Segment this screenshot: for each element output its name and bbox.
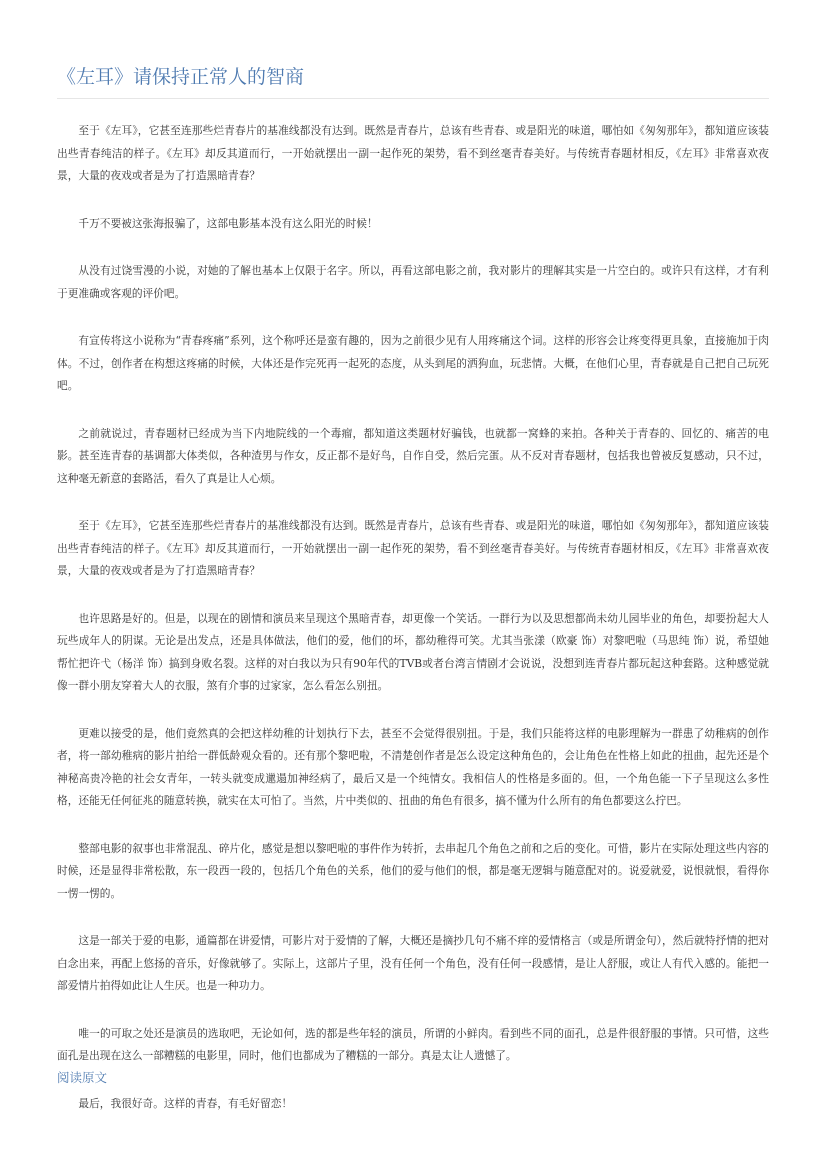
title-divider [57, 98, 769, 99]
paragraph: 之前就说过，青春题材已经成为当下内地院线的一个毒瘤，都知道这类题材好骗钱，也就都一窝蜂的来拍。各种关于青春的、回忆的、痛苦的电影。甚至连青春的基调都大体类似，各种渣男与作女，反正都不是好鸟，自作自受，然后完蛋。从不反对青春题材，包括我也曾被反复感动，只不过，这种毫无新意的套路活，看久了真是让人心烦。 [57, 426, 769, 485]
article-title: 《左耳》请保持正常人的智商 [57, 66, 305, 88]
paragraph: 有宣传将这小说称为“青春疼痛”系列，这个称呼还是蛮有趣的，因为之前很少见有人用疼痛这个词。这样的形容会让疼变得更具象，直接施加于肉体。不过，创作者在构想这疼痛的时候，大体还是作完死再一起死的态度，从头到尾的洒狗血，玩悲情。大概，在他们心里，青春就是自己把自己玩死吧。 [57, 334, 769, 392]
paragraph: 唯一的可取之处还是演员的选取吧，无论如何，选的都是些年轻的演员，所谓的小鲜肉。看到些不同的面孔，总是件很舒服的事情。只可惜，这些面孔是出现在这么一部糟糕的电影里，同时，他们也都成为了糟糕的一部分。真是太让人遗憾了。 [57, 1026, 769, 1062]
paragraph: 最后，我很好奇。这样的青春，有毛好留恋！ [78, 1096, 293, 1110]
paragraph: 千万不要被这张海报骗了，这部电影基本没有这么阳光的时候！ [78, 216, 378, 230]
paragraph: 也许思路是好的。但是，以现在的剧情和演员来呈现这个黑暗青春，却更像一个笑话。一群行为以及思想都尚未幼儿园毕业的角色，却要扮起大人玩些成年人的阴谋。无论是出发点，还是具体做法，他们的爱，他们的坏，都幼稚得可笑。尤其当张漾（欧豪 饰）对黎吧啦（马思纯 饰）说，希望她帮忙把许弋（杨洋 饰）搞到身败名裂。这样的对白我以为只有90年代的TVB或者台湾言情剧才会说说，没想到连青春片都玩起这种套路。这种感觉就像一群小朋友穿着大人的衣服，煞有介事的过家家，怎么看怎么别扭。 [57, 611, 769, 692]
paragraph: 至于《左耳》，它甚至连那些烂青春片的基准线都没有达到。既然是青春片，总该有些青春、或是阳光的味道，哪怕如《匆匆那年》，都知道应该装出些青春纯洁的样子。《左耳》却反其道而行，一开始就摆出一副一起作死的架势，看不到丝毫青春美好。与传统青春题材相反，《左耳》非常喜欢夜景，大量的夜戏或者是为了打造黑暗青春？ [57, 519, 769, 577]
paragraph: 从没有过饶雪漫的小说，对她的了解也基本上仅限于名字。所以，再看这部电影之前，我对影片的理解其实是一片空白的。或许只有这样，才有利于更准确或客观的评价吧。 [57, 264, 769, 300]
paragraph: 这是一部关于爱的电影，通篇都在讲爱情，可影片对于爱情的了解，大概还是摘抄几句不痛不痒的爱情格言（或是所谓金句），然后就特抒情的把对白念出来，再配上悠扬的音乐，好像就够了。实际上，这部片子里，没有任何一个角色，没有任何一段感情，是让人舒服，或让人有代入感的。能把一部爱情片拍得如此让人生厌。也是一种功力。 [57, 934, 769, 992]
paragraph: 至于《左耳》，它甚至连那些烂青春片的基准线都没有达到。既然是青春片，总该有些青春、或是阳光的味道，哪怕如《匆匆那年》，都知道应该装出些青春纯洁的样子。《左耳》却反其道而行，一开始就摆出一副一起作死的架势，看不到丝毫青春美好。与传统青春题材相反，《左耳》非常喜欢夜景，大量的夜戏或者是为了打造黑暗青春？ [57, 124, 769, 182]
paragraph: 整部电影的叙事也非常混乱、碎片化，感觉是想以黎吧啦的事件作为转折，去串起几个角色之前和之后的变化。可惜，影片在实际处理这些内容的时候，还是显得非常松散，东一段西一段的，包括几个角色的关系，他们的爱与他们的恨，都是毫无逻辑与随意配对的。说爱就爱，说恨就恨，看得你一愣一愣的。 [57, 841, 769, 900]
paragraph: 更难以接受的是，他们竟然真的会把这样幼稚的计划执行下去，甚至不会觉得很别扭。于是，我们只能将这样的电影理解为一群患了幼稚病的创作者，将一部幼稚病的影片拍给一群低龄观众看的。还有那个黎吧啦，不清楚创作者是怎么设定这种角色的，会让角色在性格上如此的扭曲，起先还是个神秘高贵冷艳的社会女青年，一转头就变成邋遢加神经病了，最后又是一个纯情女。我相信人的性格是多面的。但，一个角色能一下子呈现这么多性格，还能无任何征兆的随意转换，就实在太可怕了。当然，片中类似的、扭曲的角色有很多，搞不懂为什么所有的角色都要这么拧巴。 [57, 726, 769, 807]
read-original-link[interactable]: 阅读原文 [57, 1070, 108, 1085]
article-body [57, 120, 769, 1140]
